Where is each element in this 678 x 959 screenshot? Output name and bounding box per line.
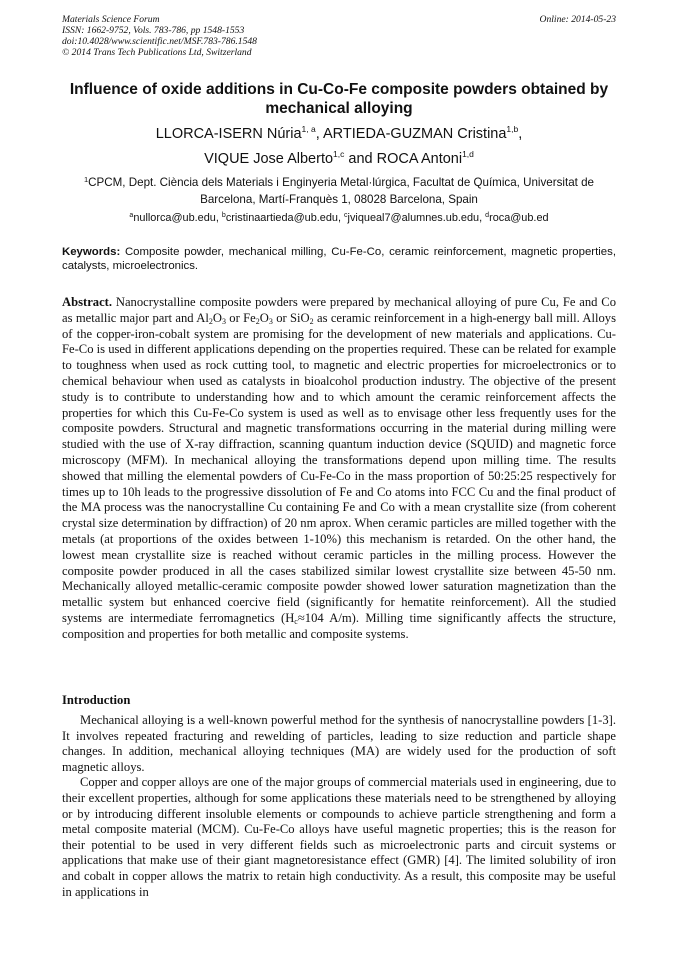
email-superscript: a: [129, 212, 134, 219]
journal-header: [62, 14, 616, 58]
author-name: ROCA Antoni: [376, 151, 463, 167]
email-address[interactable]: cristinaartieda@ub.edu: [225, 212, 338, 224]
paragraph: Mechanical alloying is a well-known powerful method for the synthesis of nanocrystalline powders [1-3]. It involves repeated fracturing and rewelding of particles, leading to size reduction and particle shape changes. In addition, mechanical alloying techniques (MA) are widely used for the production of soft magnetic alloys.: [62, 713, 616, 774]
abstract-text: O: [212, 310, 222, 325]
abstract-text: as ceramic reinforcement in a high-energy ball mill. Alloys of the copper-iron-cobalt system are promising for the development of new materials and applications. Cu-Fe-Co is used in different applications depending on the properties required. These can be related for example to toughness when used as rock cutting tool, to magnetic and electric properties for microelectronics or to chemical behaviour when used as catalysts in bioalcohol production industry. The objective of the present study is to contribute to understanding how and to which amount the ceramic reinforcement affects the properties for which this Cu-Fe-Co system is used as well as to envisage other less frequently uses for the composite powders. Structural and magnetic transformations occurring in the material during milling were studied with the use of X-ray diffraction, scanning quantum induction device (SQUID) and magnetic force microscopy (MFM). In mechanical alloying the transformations depend upon milling time. The results showed that milling the elemental powders of Cu-Fe-Co in the mass proportion of 50:25:25 respectively for times up to 10h leads to the progressive dissolution of Fe and Co atoms into FCC Cu and the final product of the MA process was the nanocrystalline Cu containing Fe and Co with a mean crystallite size (from coherent crystal size determination by diffraction) of 20 nm aprox. When ceramic particles are milled together with the metals (at proportions of the oxides between 1-10%) this mechanism is retarded. On the other hand, the lowest mean crystallite size is reached without ceramic particles in the milling process. However the composite powder produced in all the cases stabilized similar lowest crystallite size between 45-50 nm. Mechanically alloyed metallic-ceramic composite powder showed lower saturation magnetization than the metallic system but enhanced coercive field (significantly for hematite reinforcement). All the studied systems are intermediate ferromagnetics (H: [62, 310, 616, 625]
paper-title: Influence of oxide additions in Cu-Co-Fe composite powders obtained by mechanical alloying: [69, 81, 609, 117]
journal-name: Materials Science Forum: [62, 14, 160, 25]
author-list: [62, 122, 616, 172]
copyright-line: © 2014 Trans Tech Publications Ltd, Switzerland: [62, 47, 252, 58]
abstract-text: ≈104 A/m). Milling time significantly affects the structure, composition and properties for both metallic and composite systems.: [62, 610, 616, 641]
email-superscript: b: [221, 212, 226, 219]
subscript: 2: [309, 316, 314, 326]
author-superscript: 1,c: [333, 149, 345, 159]
doi-line[interactable]: doi:10.4028/www.scientific.net/MSF.783-786.1548: [62, 36, 257, 47]
email-superscript: c: [344, 212, 348, 219]
subscript: 3: [221, 316, 226, 326]
keywords-text: Composite powder, mechanical milling, Cu-Fe-Co, ceramic reinforcement, magnetic properties, catalysts, microelectronics.: [62, 246, 616, 272]
author-superscript: 1,d: [462, 149, 474, 159]
author-separator: ,: [518, 126, 523, 142]
email-superscript: d: [485, 212, 490, 219]
email-address[interactable]: roca@ub.ed: [489, 212, 549, 224]
email-list: $^a$nullorca@ub.edu, $^b$cristinaartieda@ub.edu, $^c$jviqueal7@alumnes.ub.edu, $^d$roca@ub.ed: [129, 212, 549, 224]
affiliation-superscript: 1: [84, 175, 89, 184]
author-superscript: 1, a: [301, 124, 316, 134]
subscript: c: [294, 616, 298, 626]
affiliation: [62, 175, 616, 208]
abstract-text: O: [259, 310, 269, 325]
introduction-heading: Introduction: [62, 693, 131, 707]
introduction-body: [62, 713, 616, 900]
email-address[interactable]: jviqueal7@alumnes.ub.edu: [347, 212, 480, 224]
author-name: VIQUE Jose Alberto: [204, 151, 334, 167]
email-address[interactable]: nullorca@ub.edu: [133, 212, 216, 224]
subscript: 2: [208, 316, 213, 326]
author-superscript: 1,b: [506, 124, 519, 134]
keywords-label: Keywords:: [62, 246, 121, 258]
issn-line: ISSN: 1662-9752, Vols. 783-786, pp 1548-1553: [62, 25, 245, 36]
abstract-text: or Fe: [225, 310, 256, 325]
keywords-section: [62, 246, 616, 273]
abstract-text: Nanocrystalline composite powders were prepared by mechanical alloying of pure Cu, Fe and Co as metallic major part and Al: [62, 295, 616, 325]
abstract-text: or SiO: [272, 310, 310, 325]
paragraph: Copper and copper alloys are one of the major groups of commercial materials used in engineering, due to their excellent properties, although for some applications these materials need to be strengthened by alloying or by introducing different insoluble elements or compounds to achieve particle strengthening and form a metal composite material (MCM). Cu-Fe-Co alloys have useful magnetic properties; this is the reason for their potential to be used in very different fields such as microelectronic parts and circuit systems or applications that make use of their giant magnetoresistance effect (GMR) [4]. The limited solubility of iron and cobalt in copper allows the matrix to retain high conductivity. As a result, this composite may be useful in applications in: [62, 775, 616, 899]
subscript: 3: [268, 316, 273, 326]
online-date: Online: 2014-05-23: [539, 14, 616, 25]
author-name: ARTIEDA-GUZMAN Cristina: [323, 126, 507, 142]
author-separator: ,: [315, 126, 323, 142]
subscript: 2: [255, 316, 260, 326]
author-name: LLORCA-ISERN Núria: [155, 126, 302, 142]
author-separator: and: [344, 151, 377, 167]
affiliation-text: CPCM, Dept. Ciència dels Materials i Enginyeria Metal·lúrgica, Facultat de Química, Universitat de Barcelona, Martí-Franquès 1, 08028 Barcelona, Spain: [88, 176, 594, 206]
abstract-label: Abstract.: [62, 295, 113, 309]
abstract-section: [62, 295, 616, 643]
